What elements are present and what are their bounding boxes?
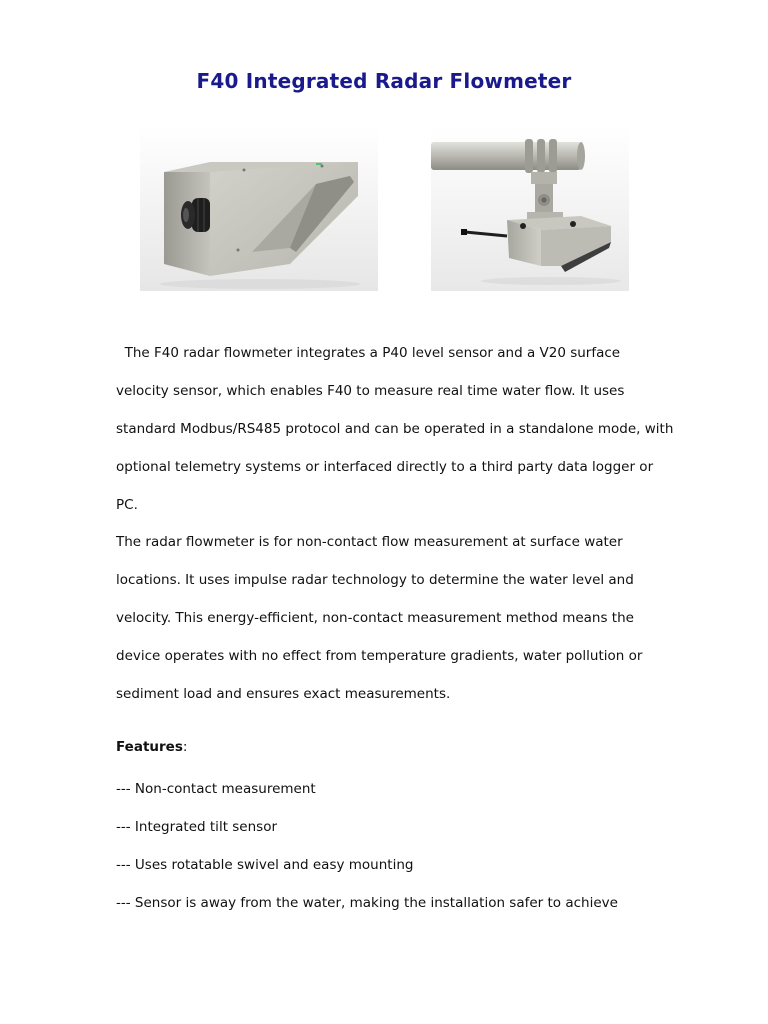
document-title: F40 Integrated Radar Flowmeter xyxy=(196,69,572,94)
features-label: Features xyxy=(116,739,183,755)
feature-item: --- Sensor is away from the water, making the installation safer to achieve xyxy=(116,895,618,911)
flowmeter-product-image xyxy=(140,126,378,291)
description-paragraph: The radar flowmeter is for non-contact flow measurement at surface water locations. It uses impulse radar technology to determine the water level and velocity. This energy-efficient, non-contact measurement method means the device operates with no effect from temperature gradients, water pollution or sediment load and ensures exact measurements. xyxy=(116,534,643,702)
feature-item: --- Non-contact measurement xyxy=(116,781,316,797)
feature-item: --- Integrated tilt sensor xyxy=(116,819,278,835)
intro-paragraph: The F40 radar flowmeter integrates a P40 level sensor and a V20 surface velocity sensor, which enables F40 to measure real time water flow. It uses standard Modbus/RS485 protocol and can be operated in a standalone mode, with optional telemetry systems or interfaced directly to a third party data logger or PC. xyxy=(116,345,678,513)
flowmeter-mounted-image xyxy=(431,126,629,291)
features-colon: : xyxy=(182,739,188,755)
features-heading xyxy=(116,739,187,755)
features-list xyxy=(116,770,618,922)
feature-item: --- Uses rotatable swivel and easy mounting xyxy=(116,857,414,873)
